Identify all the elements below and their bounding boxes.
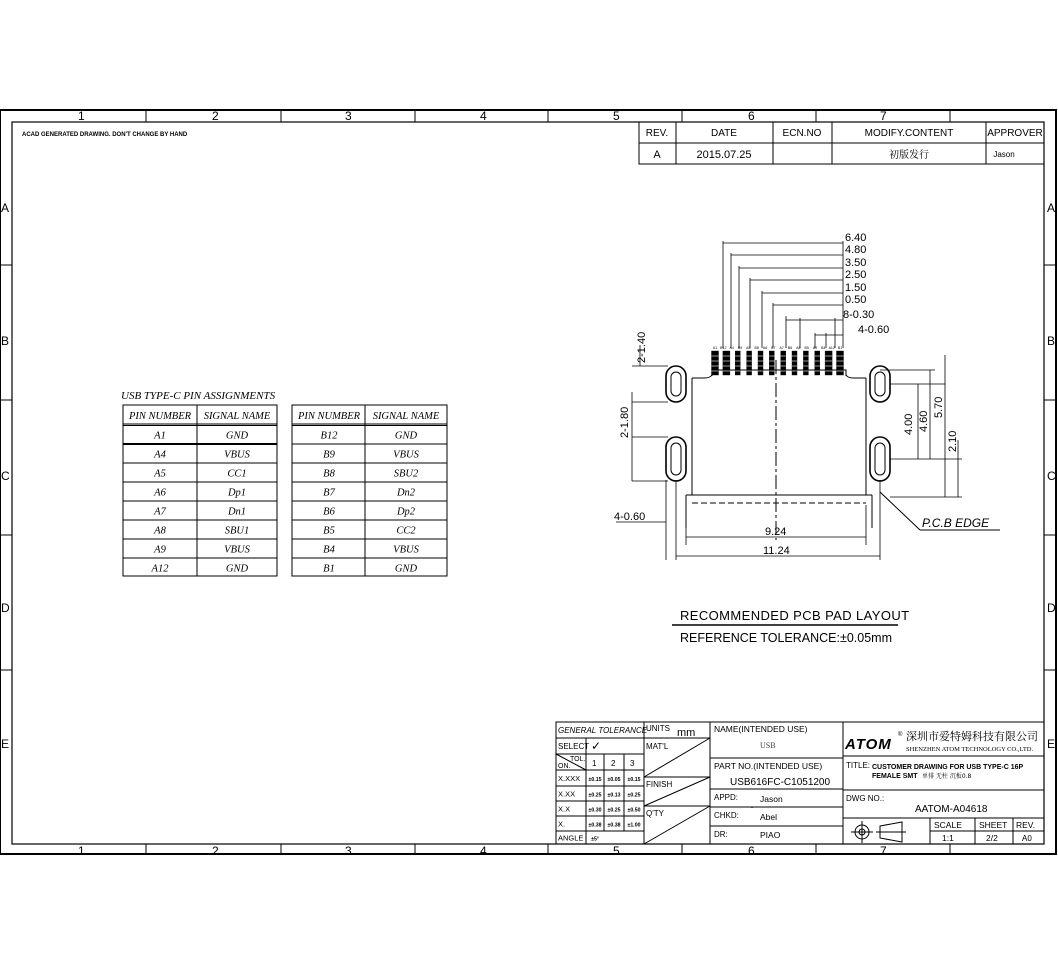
chkd-label: CHKD: xyxy=(714,811,739,820)
scale-label: SCALE xyxy=(934,820,962,830)
rev-modify: 初版发行 xyxy=(889,150,929,161)
pad-pin-label: A6 xyxy=(762,346,768,350)
title-line-2a: FEMALE SMT xyxy=(872,773,918,780)
pad-pin-label: A1 xyxy=(712,346,718,350)
tol-col-2: 2 xyxy=(611,759,616,768)
col-label-2: 2 xyxy=(212,109,219,123)
dim-4-0-60-left: 4-0.60 xyxy=(614,511,646,523)
pin-table-right-header-number: PIN NUMBER xyxy=(297,411,361,422)
pin-number-cell: A5 xyxy=(154,468,166,480)
units-value: mm xyxy=(677,727,696,739)
signal-name-cell: VBUS xyxy=(393,544,419,556)
row-label-a-right: A xyxy=(1047,201,1056,215)
signal-name-cell: Dn1 xyxy=(227,506,247,518)
col-label-6: 6 xyxy=(748,109,755,123)
smt-pad-row xyxy=(712,351,844,375)
pin-number-cell: A9 xyxy=(154,544,166,556)
rev-value-block: A0 xyxy=(1022,834,1032,843)
tolerance-value: ±0.30 xyxy=(588,807,602,814)
smt-pad xyxy=(712,351,719,375)
col-label-7: 7 xyxy=(880,109,887,123)
company-name-en: SHENZHEN ATOM TECHNOLOGY CO.,LTD. xyxy=(906,746,1034,753)
dim-2-50: 2.50 xyxy=(845,269,867,281)
tolerance-value: ±0.15 xyxy=(627,777,641,783)
dim-4-00: 4.00 xyxy=(903,413,915,435)
dim-5-70: 5.70 xyxy=(933,396,945,418)
pin-number-cell: B6 xyxy=(323,506,335,518)
dim-3-50: 3.50 xyxy=(845,257,867,269)
tol-label: TOL. xyxy=(570,756,586,763)
units-label: UNITS xyxy=(646,724,670,733)
pin-table-left-header-number: PIN NUMBER xyxy=(128,411,192,422)
check-mark: ✓ xyxy=(591,739,602,753)
pad-pin-label: A5 xyxy=(746,346,751,350)
col-label-3: 3 xyxy=(345,109,352,123)
col-label-4: 4 xyxy=(480,109,487,123)
pad-pin-label: B6 xyxy=(787,346,793,350)
signal-name-cell: GND xyxy=(225,430,249,442)
signal-name-cell: CC2 xyxy=(396,525,416,537)
select-label: SELECT xyxy=(558,742,590,751)
rev-header-date: DATE xyxy=(711,128,737,139)
dr-label: DR: xyxy=(714,830,728,839)
dim-9-24: 9.24 xyxy=(765,526,787,538)
rev-header-rev: REV. xyxy=(645,128,669,139)
tolerance-value: ±0.50 xyxy=(627,807,641,814)
signal-name-cell: GND xyxy=(394,563,418,575)
name-label: NAME(INTENDED USE) xyxy=(714,724,808,734)
tolerance-value: ±0.25 xyxy=(627,792,641,799)
pin-number-cell: B9 xyxy=(323,449,335,461)
pin-number-cell: A12 xyxy=(151,563,169,575)
matl-label: MAT'L xyxy=(646,742,669,751)
pin-number-cell: A4 xyxy=(154,449,166,461)
rev-label: REV. xyxy=(1016,820,1036,830)
pin-number-cell: B1 xyxy=(323,563,335,575)
smt-pad xyxy=(792,351,797,375)
pad-pin-label: A12 xyxy=(828,346,835,350)
dim-2-1-80: 2-1.80 xyxy=(619,406,631,438)
rev-header-approver: APPROVER xyxy=(987,128,1043,139)
title-line-1: CUSTOMER DRAWING FOR USB TYPE-C 16P xyxy=(872,764,1024,771)
company-logo: ATOM xyxy=(845,736,892,753)
tol-col-3: 3 xyxy=(630,759,635,768)
pin-table-right xyxy=(292,405,447,576)
signal-name-cell: Dp2 xyxy=(396,506,416,518)
dim-2-10: 2.10 xyxy=(947,430,959,452)
tolerance-row-label: ANGLE xyxy=(558,833,584,843)
pin-number-cell: B7 xyxy=(323,487,335,499)
col-label-4-bottom: 4 xyxy=(480,844,487,858)
dim-4-80: 4.80 xyxy=(845,244,867,256)
pad-pin-label: B8 xyxy=(754,346,759,350)
row-label-a: A xyxy=(1,201,10,215)
row-label-e-right: E xyxy=(1047,737,1056,751)
smt-pad xyxy=(781,351,786,375)
smt-pad xyxy=(723,351,730,375)
row-label-b: B xyxy=(1,334,10,348)
on-label: ON. xyxy=(558,763,571,770)
pad-pin-label: B5 xyxy=(804,346,809,350)
row-label-e: E xyxy=(1,737,10,751)
pad-pin-label: B7 xyxy=(771,346,776,350)
signal-name-cell: SBU1 xyxy=(224,525,250,537)
part-value: USB616FC-C1051200 xyxy=(730,777,831,788)
signal-name-cell: VBUS xyxy=(224,449,250,461)
title-line-2b: 单排 无柱 沉板0.8 xyxy=(922,773,972,780)
scale-value: 1:1 xyxy=(942,833,954,843)
acad-note: ACAD GENERATED DRAWING. DON'T CHANGE BY HAND xyxy=(22,132,188,138)
pad-pin-label: A4 xyxy=(729,346,734,350)
appd-value: Jason xyxy=(760,794,783,804)
pad-pin-label: A8 xyxy=(796,346,801,350)
row-label-c-right: C xyxy=(1047,469,1056,483)
sheet-label: SHEET xyxy=(979,820,1008,830)
dr-value: PIAO xyxy=(760,830,781,840)
smt-pad xyxy=(735,351,740,375)
pin-number-cell: A6 xyxy=(154,487,166,499)
col-label-1: 1 xyxy=(78,109,85,123)
pad-pin-label: B9 xyxy=(737,346,743,350)
rev-date: 2015.07.25 xyxy=(696,149,752,161)
row-label-b-right: B xyxy=(1047,334,1056,348)
rev-approver: Jason xyxy=(993,150,1015,159)
pin-number-cell: B5 xyxy=(323,525,335,537)
tolerance-value: ±0.38 xyxy=(607,822,621,829)
signal-name-cell: VBUS xyxy=(224,544,250,556)
pin-number-cell: A7 xyxy=(154,506,166,518)
tolerance-value: ±0.25 xyxy=(588,792,602,799)
signal-name-cell: Dp1 xyxy=(227,487,247,499)
signal-name-cell: SBU2 xyxy=(393,468,419,480)
dim-4-60: 4.60 xyxy=(918,410,930,432)
rev-value: A xyxy=(653,149,661,161)
part-label: PART NO.(INTENDED USE) xyxy=(714,761,823,771)
tolerance-value: ±0.15 xyxy=(588,777,602,783)
layout-caption: RECOMMENDED PCB PAD LAYOUT xyxy=(680,608,910,623)
signal-name-cell: CC1 xyxy=(227,468,247,480)
pin-table-title: USB TYPE-C PIN ASSIGNMENTS xyxy=(121,390,276,402)
dwg-label: DWG NO.: xyxy=(846,794,885,803)
signal-name-cell: GND xyxy=(394,430,418,442)
tolerance-value: ±1.00 xyxy=(627,822,641,829)
smt-pad xyxy=(769,351,774,375)
pin-number-cell: A8 xyxy=(154,525,166,537)
slot-top-right xyxy=(870,366,890,402)
tolerance-row-label: X.XXX xyxy=(558,774,581,783)
tolerance-value: ±0.05 xyxy=(607,777,621,783)
col-label-7-bottom: 7 xyxy=(880,844,887,858)
dwg-value: AATOM-A04618 xyxy=(915,804,988,815)
dim-8-0-30: 8-0.30 xyxy=(843,309,875,321)
signal-name-cell: GND xyxy=(225,563,249,575)
appd-label: APPD: xyxy=(714,793,739,802)
general-tolerance-label: GENERAL TOLERANCE xyxy=(558,726,648,735)
tolerance-value: ±0.13 xyxy=(607,792,621,799)
pin-number-cell: B4 xyxy=(323,544,335,556)
row-label-c: C xyxy=(1,469,10,483)
layout-tolerance: REFERENCE TOLERANCE:±0.05mm xyxy=(680,631,893,645)
tol-col-1: 1 xyxy=(592,759,597,768)
col-label-5-bottom: 5 xyxy=(613,844,620,858)
pcb-edge-label: P.C.B EDGE xyxy=(922,516,990,530)
slot-bottom-left xyxy=(666,437,686,481)
tolerance-row-label: X. xyxy=(558,819,566,829)
qty-label: Q'TY xyxy=(646,809,664,818)
third-angle-projection-icon xyxy=(851,821,906,843)
title-label: TITLE: xyxy=(846,761,871,770)
signal-name-cell: VBUS xyxy=(393,449,419,461)
pad-pin-label: B12 xyxy=(720,346,727,350)
col-label-1-bottom: 1 xyxy=(78,844,85,858)
col-label-3-bottom: 3 xyxy=(345,844,352,858)
pin-table-right-header-signal: SIGNAL NAME xyxy=(372,411,440,422)
dim-2-1-40: 2-1.40 xyxy=(636,331,648,363)
dim-1-50: 1.50 xyxy=(845,282,867,294)
smt-pad xyxy=(747,351,752,375)
col-label-6-bottom: 6 xyxy=(748,844,755,858)
pad-pin-label: B1 xyxy=(837,346,843,350)
smt-pad xyxy=(837,351,844,375)
tolerance-value: ±0.25 xyxy=(607,807,621,814)
pin-table-left-header-signal: SIGNAL NAME xyxy=(203,411,271,422)
chkd-value: Abel xyxy=(760,812,778,822)
smt-pad xyxy=(815,351,820,375)
tolerance-value: ±5° xyxy=(591,836,599,843)
row-label-d-right: D xyxy=(1047,601,1056,615)
pin-table-left xyxy=(123,405,277,576)
smt-pad xyxy=(758,351,763,375)
smt-pad xyxy=(803,351,808,375)
name-value: USB xyxy=(760,741,776,750)
rev-header-modify: MODIFY.CONTENT xyxy=(864,128,954,139)
slot-bottom-right xyxy=(870,437,890,481)
rev-header-ecn: ECN.NO xyxy=(782,128,822,139)
pad-pin-label: A9 xyxy=(812,346,818,350)
finish-label: FINISH xyxy=(646,780,673,789)
tolerance-row-label: X.XX xyxy=(558,789,576,799)
slot-top-left xyxy=(666,366,686,402)
pad-pin-label: A7 xyxy=(779,346,784,350)
dim-0-50: 0.50 xyxy=(845,294,867,306)
signal-name-cell: Dn2 xyxy=(396,487,416,499)
company-name-cn: 深圳市爱特姆科技有限公司 xyxy=(906,730,1038,743)
pin-number-cell: B12 xyxy=(320,430,338,442)
col-label-5: 5 xyxy=(613,109,620,123)
tolerance-value: ±0.38 xyxy=(588,822,602,829)
pcb-pad-layout xyxy=(666,360,890,540)
smt-pad xyxy=(825,351,832,375)
dim-11-24: 11.24 xyxy=(763,545,790,557)
sheet-value: 2/2 xyxy=(986,833,998,843)
row-label-d: D xyxy=(1,601,10,615)
tolerance-row-label: X.X xyxy=(558,804,571,814)
dim-4-0-60: 4-0.60 xyxy=(858,324,890,336)
registered-mark: ® xyxy=(898,732,903,738)
col-label-2-bottom: 2 xyxy=(212,844,219,858)
pad-pin-label: B4 xyxy=(821,346,826,350)
pin-number-cell: B8 xyxy=(323,468,335,480)
dim-6-40: 6.40 xyxy=(845,232,867,244)
pin-number-cell: A1 xyxy=(154,430,166,442)
